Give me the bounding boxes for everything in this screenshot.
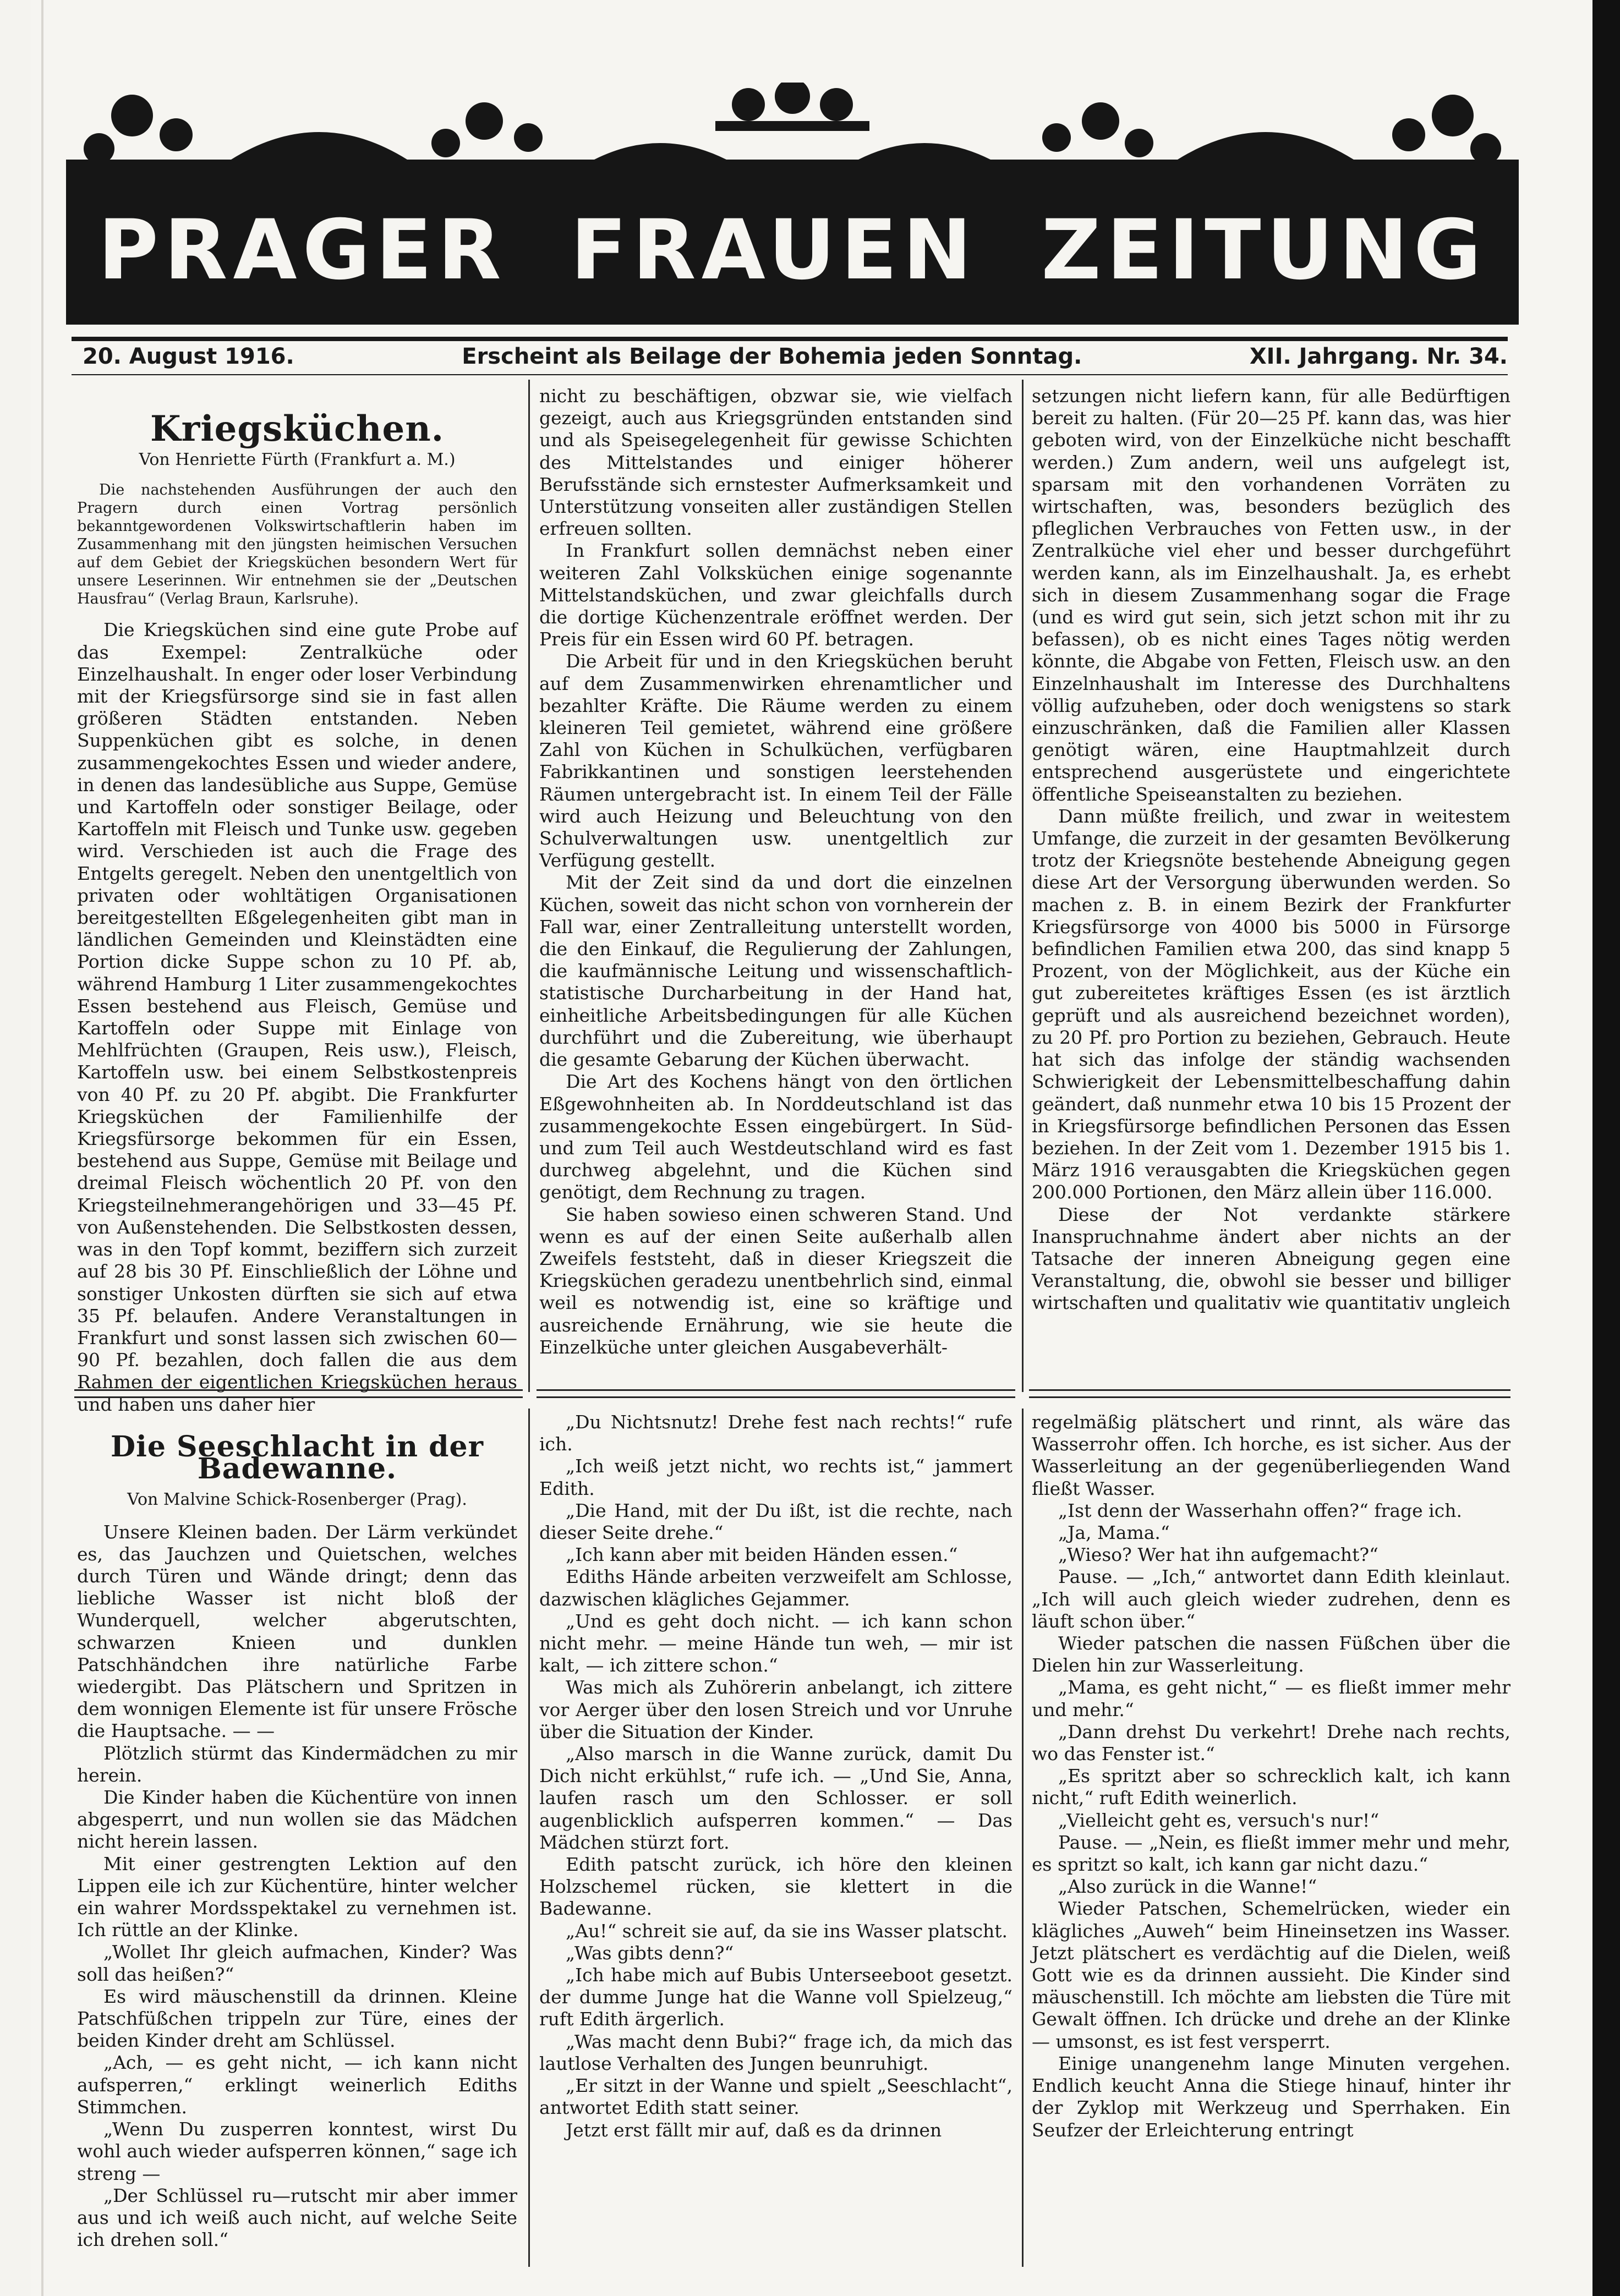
article-paragraph: Sie haben sowieso einen schweren Stand. Und wenn es auf der einen Seite außerhalb allen Zweifels feststeht, daß in dieser Kriegszeit die Kriegsküchen geradezu unentbehrlich sind, einmal weil es notwendig ist, eine so kräftige und ausreichende Ernährung, wie sie heute die Einzelküche unter gleichen Ausgabeverhält- xyxy=(539,1203,1012,1358)
article-paragraph: Unsere Kleinen baden. Der Lärm verkündet es, das Jauchzen und Quietschen, welches durch Türen und Wände dringt; denn das liebliche Wasser ist nicht bloß der Wunderquell, welcher abgerutschten, schwarzen Knieen und dunklen Patschhändchen ihre natürliche Farbe wiedergibt. Das Plätschern und Spritzen in dem wonnigen Elemente ist für unsere Frösche die Hauptsache. — — xyxy=(77,1521,517,1742)
article-paragraph: Die Kinder haben die Küchentüre von innen abgesperrt, und nun wollen sie das Mädchen nicht herein lassen. xyxy=(77,1787,517,1853)
article-paragraph: „Was gibts denn?“ xyxy=(566,1942,734,1964)
article-paragraph: „Dann drehst Du verkehrt! Drehe nach rechts, wo das Fenster ist.“ xyxy=(1032,1720,1510,1765)
article-paragraph: „Wenn Du zusperren konntest, wirst Du wohl auch wieder aufsperren können,“ sage ich streng — xyxy=(77,2118,517,2184)
article-author: Von Henriette Fürth (Frankfurt a. M.) xyxy=(139,450,456,470)
article-title: Kriegsküchen. xyxy=(150,408,445,450)
article-paragraph: „Mama, es geht nicht,“ — es fließt immer mehr und mehr.“ xyxy=(1032,1676,1510,1720)
article-paragraph: Edith patscht zurück, ich höre den kleinen Holzschemel rücken, sie klettert in die Badewanne. xyxy=(539,1854,1012,1920)
article-paragraph: regelmäßig plätschert und rinnt, als wäre das Wasserrohr offen. Ich horche, es ist sicher. Aus der Wasserleitung an der gegenüberliegenden Wand fließt Wasser. xyxy=(1032,1411,1510,1499)
article-seeschlacht-col1 xyxy=(77,1430,517,2251)
article-paragraph: Ediths Hände arbeiten verzweifelt am Schlosse, dazwischen klägliches Gejammer. xyxy=(539,1566,1012,1610)
article-paragraph: „Ach, — es geht nicht, — ich kann nicht aufsperren,“ erklingt weinerlich Ediths Stimmchen. xyxy=(77,2052,517,2118)
scan-border xyxy=(1592,0,1620,2296)
article-paragraph: „Ich weiß jetzt nicht, wo rechts ist,“ jammert Edith. xyxy=(539,1455,1012,1499)
article-paragraph: „Der Schlüssel ru—rutscht mir aber immer aus und ich weiß auch nicht, auf welche Seite ich drehen soll.“ xyxy=(77,2184,517,2251)
article-paragraph: „Die Hand, mit der Du ißt, ist die rechte, nach dieser Seite drehe.“ xyxy=(539,1499,1012,1544)
article-paragraph: Pause. — „Ich,“ antwortet dann Edith kleinlaut. „Ich will auch gleich wieder zudrehen, denn es läuft schon über.“ xyxy=(1032,1566,1510,1632)
masthead-title xyxy=(66,176,1519,325)
article-paragraph: Die Art des Kochens hängt von den örtlichen Eßgewohnheiten ab. In Norddeutschland ist das zusammengekochte Essen eingebürgert. In Süd- und zum Teil auch Westdeutschland wird es fast durchweg abgelehnt, und die Küchen sind genötigt, dem Rechnung zu tragen. xyxy=(539,1071,1012,1203)
article-paragraph: „Wieso? Wer hat ihn aufgemacht?“ xyxy=(1058,1544,1378,1566)
article-paragraph: „Wollet Ihr gleich aufmachen, Kinder? Was soll das heißen?“ xyxy=(77,1941,517,1985)
masthead xyxy=(66,83,1519,319)
article-paragraph: Einige unangenehm lange Minuten vergehen. Endlich keucht Anna die Stiege hinauf, hinter ihr der Zyklop mit Werkzeug und Sperrhaken. Ein Seufzer der Erleichterung entringt xyxy=(1032,2052,1510,2141)
article-editor-note: Die nachstehenden Ausführungen der auch den Pragern durch einen Vortrag persönlich bekanntgewordenen Volkswirtschaftlerin haben im Zusammenhang mit den jüngsten heimischen Versuchen auf dem Gebiet der Kriegsküchen besondern Wert für unsere Leserinnen. Wir entnehmen sie der „Deutschen Hausfrau“ (Verlag Braun, Karlsruhe). xyxy=(77,481,517,608)
masthead-word-prager: PRAGER xyxy=(81,202,523,298)
article-paragraph: „Du Nichtsnutz! Drehe fest nach rechts!“ rufe ich. xyxy=(539,1411,1012,1455)
issue-date: 20. August 1916. xyxy=(83,344,294,369)
article-paragraph: Mit der Zeit sind da und dort die einzelnen Küchen, soweit das nicht schon von vornherein der Fall war, einer Zentralleitung unterstellt worden, die den Einkauf, die Regulierung der Zahlungen, die kaufmännische Leitung und wissenschaftlich-statistische Durcharbeitung in der Hand hat, einheitliche Arbeitsbedingungen für alle Küchen durchführt und die Zubereitung, wie überhaupt die gesamte Gebarung der Küchen überwacht. xyxy=(539,872,1012,1071)
article-paragraph: „Es spritzt aber so schrecklich kalt, ich kann nicht,“ ruft Edith weinerlich. xyxy=(1032,1765,1510,1809)
column-rule xyxy=(528,1409,530,2267)
column-rule xyxy=(1022,1409,1024,2267)
column-rule xyxy=(528,380,530,1392)
article-paragraph: In Frankfurt sollen demnächst neben einer weiteren Zahl Volksküchen einige sogenannte Mittelstandsküchen, und zwar gleichfalls durch die dortige Küchenzentrale eröffnet werden. Der Preis für ein Essen wird 60 Pf. betragen. xyxy=(539,540,1012,650)
article-paragraph: setzungen nicht liefern kann, für alle Bedürftigen bereit zu halten. (Für 20—25 Pf. kann das, was hier geboten wird, von der Einzelküche nicht beschafft werden.) Zum andern, weil uns aufgelegt ist, sparsam mit den vorhandenen Vorräten zu wirtschaften, was, besonders bezüglich des pfleglichen Verbrauches von Fetten usw., in der Zentralküche viel eher und besser durchgeführt werden kann, als im Einzelhaushalt. Ja, es erhebt sich in diesem Zusammenhang sogar die Frage (und es wird gut sein, sich jetzt schon mit ihr zu befassen), ob es nicht eines Tages nötig werden könnte, die Abgabe von Fetten, Fleisch usw. an den Einzelnhaushalt im Interesse des Durchhaltens völlig aufzuheben, oder doch wenigstens so stark einzuschränken, daß die Familien aller Klassen genötigt wären, eine Hauptmahlzeit durch entsprechend ausgerüstete und eingerichtete öffentliche Speiseanstalten zu beziehen. xyxy=(1032,385,1510,805)
article-paragraph: Plötzlich stürmt das Kindermädchen zu mir herein. xyxy=(77,1742,517,1786)
article-paragraph: Pause. — „Nein, es fließt immer mehr und mehr, es spritzt so kalt, ich kann gar nicht dazu.“ xyxy=(1032,1831,1510,1876)
article-paragraph: „Vielleicht geht es, versuch's nur!“ xyxy=(1058,1809,1380,1831)
article-paragraph: Die Kriegsküchen sind eine gute Probe auf das Exempel: Zentralküche oder Einzelhaushalt. In enger oder loser Verbindung mit der Kriegsfürsorge sind sie in fast allen größeren Städten entstanden. Neben Suppenküchen gibt es solche, in denen zusammengekochtes Essen und wieder andere, in denen das landesübliche aus Suppe, Gemüse und Kartoffeln oder sonstiger Beilage, oder Kartoffeln mit Fleisch und Tunke usw. gegeben wird. Verschieden ist auch die Frage des Entgelts geregelt. Neben den unentgeltlich von privaten oder wohltätigen Organisationen bereitgestellten Eßgelegenheiten gibt man in ländlichen Gemeinden und Kleinstädten eine Portion dicke Suppe schon zu 10 Pf. ab, während Hamburg 1 Liter zusammengekochtes Essen bestehend aus Fleisch, Gemüse und Kartoffeln oder Suppe mit Einlage von Mehlfrüchten (Graupen, Reis usw.), Fleisch, Kartoffeln usw. bei einem Selbstkostenpreis von 40 Pf. zu 20 Pf. abgibt. Die Frankfurter Kriegsküchen der Familienhilfe der Kriegsfürsorge bekommen für ein Essen, bestehend aus Suppe, Gemüse mit Beilage und dreimal Fleisch wöchentlich 20 Pf. von den Kriegsteilnehmerangehörigen und 33—45 Pf. von Außenstehenden. Die Selbstkosten dessen, was in den Topf kommt, beziffern sich zurzeit auf 28 bis 30 Pf. Einschließlich der Löhne und sonstiger Unkosten dürften sie sich auf etwa 35 Pf. belaufen. Andere Veranstaltungen in Frankfurt und sonst lassen sich zwischen 60—90 Pf. bezahlen, doch fallen die aus dem Rahmen der eigentlichen Kriegsküchen heraus und haben uns daher hier xyxy=(77,619,517,1415)
page-edge-line xyxy=(41,0,43,2296)
article-paragraph: „Also zurück in die Wanne!“ xyxy=(1058,1876,1317,1898)
section-separator xyxy=(1029,1389,1510,1398)
article-paragraph: Die Arbeit für und in den Kriegsküchen beruht auf dem Zusammenwirken ehrenamtlicher und bezahlter Kräfte. Die Räume werden zu einem kleineren Teil gemietet, während eine größere Zahl von Küchen in Schulküchen, verfügbaren Fabrikkantinen und sonstigen leerstehenden Räumen untergebracht ist. In einem Teil der Fälle wird auch Heizung und Beleuchtung von den Schulverwaltungen usw. unentgeltlich zur Verfügung gestellt. xyxy=(539,650,1012,872)
article-author: Von Malvine Schick-Rosenberger (Prag). xyxy=(127,1490,467,1510)
article-paragraph: „Was macht denn Bubi?“ frage ich, da mich das lautlose Verhalten des Jungen beunruhigt. xyxy=(539,2030,1012,2074)
dateline-rule-bottom xyxy=(72,374,1508,375)
section-separator xyxy=(74,1389,523,1398)
article-paragraph: „Er sitzt in der Wanne und spielt „Seeschlacht“, antwortet Edith statt seiner. xyxy=(539,2075,1012,2119)
article-kriegskuechen-col3 xyxy=(1032,385,1510,1314)
issue-note: Erscheint als Beilage der Bohemia jeden Sonntag. xyxy=(462,344,1082,369)
article-paragraph: Wieder patschen die nassen Füßchen über die Dielen hin zur Wasserleitung. xyxy=(1032,1632,1510,1676)
article-paragraph: Diese der Not verdankte stärkere Inanspruchnahme ändert aber nichts an der Tatsache der inneren Abneigung gegen eine Veranstaltung, die, obwohl sie besser und billiger wirtschaften und qualitativ wie quantitativ ungleich xyxy=(1032,1203,1510,1314)
article-paragraph: Es wird mäuschenstill da drinnen. Kleine Patschfüßchen trippeln zur Türe, eines der beiden Kinder dreht am Schlüssel. xyxy=(77,1985,517,2052)
column-rule xyxy=(1022,380,1024,1392)
article-paragraph: Mit einer gestrengten Lektion auf den Lippen eile ich zur Küchentüre, hinter welcher ein wahrer Mordsspektakel zu vernehmen ist. Ich rüttle an der Klinke. xyxy=(77,1853,517,1941)
article-paragraph: „Ich kann aber mit beiden Händen essen.“ xyxy=(566,1544,958,1566)
article-paragraph: Jetzt erst fällt mir auf, daß es da drinnen xyxy=(566,2119,942,2141)
dateline-rule-top xyxy=(72,337,1508,341)
article-paragraph: „Au!“ schreit sie auf, da sie ins Wasser platscht. xyxy=(566,1920,1008,1942)
article-paragraph: „Also marsch in die Wanne zurück, damit Du Dich nicht erkühlst,“ rufe ich. — „Und Sie, Anna, laufen rasch um den Schlosser. er soll augenblicklich aufsperren kommen.“ — Das Mädchen stürzt fort. xyxy=(539,1743,1012,1853)
masthead-word-frauen: FRAUEN xyxy=(554,202,994,298)
article-paragraph: „Ist denn der Wasserhahn offen?“ frage ich. xyxy=(1058,1499,1462,1521)
article-kriegskuechen-col2 xyxy=(539,385,1012,1358)
dateline xyxy=(83,344,1508,369)
article-kriegskuechen-col1 xyxy=(77,408,517,1416)
article-paragraph: Wieder Patschen, Schemelrücken, wieder ein klägliches „Auweh“ beim Hineinsetzen ins Wasser. Jetzt plätschert es verdächtig auf die Dielen, weiß Gott wie es da drinnen aussieht. Die Kinder sind mäuschenstill. Ich möchte am liebsten die Türe mit Gewalt öffnen. Ich drücke und drehe an der Klinke — umsonst, es ist fest versperrt. xyxy=(1032,1898,1510,2052)
article-paragraph: „Und es geht doch nicht. — ich kann schon nicht mehr. — meine Hände tun weh, — mir ist kalt, — ich zittere schon.“ xyxy=(539,1610,1012,1676)
article-paragraph: nicht zu beschäftigen, obzwar sie, wie vielfach gezeigt, auch aus Kriegsgründen entstanden sind und als Speisegelegenheit für gewisse Schichten des Mittelstandes und einiger höherer Berufsstände sich ernstester Aufmerksamkeit und Unterstützung vonseiten aller zuständigen Stellen erfreuen sollten. xyxy=(539,385,1012,540)
article-paragraph: „Ich habe mich auf Bubis Unterseeboot gesetzt. der dumme Junge hat die Wanne voll Spielzeug,“ ruft Edith ärgerlich. xyxy=(539,1964,1012,2030)
section-separator xyxy=(537,1389,1015,1398)
issue-volume: XII. Jahrgang. Nr. 34. xyxy=(1249,344,1508,369)
masthead-word-zeitung: ZEITUNG xyxy=(1025,202,1503,298)
article-title: Die Seeschlacht in der Badewanne. xyxy=(110,1430,484,1486)
article-seeschlacht-col2 xyxy=(539,1411,1012,2141)
article-paragraph: „Ja, Mama.“ xyxy=(1058,1522,1170,1544)
article-seeschlacht-col3 xyxy=(1032,1411,1510,2141)
article-paragraph: Was mich als Zuhörerin anbelangt, ich zittere vor Aerger über den losen Streich und vor Unruhe über die Situation der Kinder. xyxy=(539,1676,1012,1742)
article-paragraph: Dann müßte freilich, und zwar in weitestem Umfange, die zurzeit in der gesamten Bevölkerung trotz der Kriegsnöte bestehende Abneigung gegen diese Art der Versorgung überwunden werden. So machen z. B. in einem Bezirk der Frankfurter Kriegsfürsorge von 4000 bis 5000 in Fürsorge befindlichen Familien etwa 200, das sind knapp 5 Prozent, von der Möglichkeit, aus der Küche ein gut zubereitetes kräftiges Essen (es ist ärztlich geprüft und als ausreichend bezeichnet worden), zu 20 Pf. pro Portion zu beziehen, Gebrauch. Heute hat sich das infolge der ständig wachsenden Schwierigkeit der Lebensmittelbeschaffung dahin geändert, daß nunmehr etwa 10 bis 15 Prozent der in Kriegsfürsorge befindlichen Personen das Essen beziehen. In der Zeit vom 1. Dezember 1915 bis 1. März 1916 verausgabten die Kriegsküchen gegen 200.000 Portionen, den März allein über 116.000. xyxy=(1032,805,1510,1203)
